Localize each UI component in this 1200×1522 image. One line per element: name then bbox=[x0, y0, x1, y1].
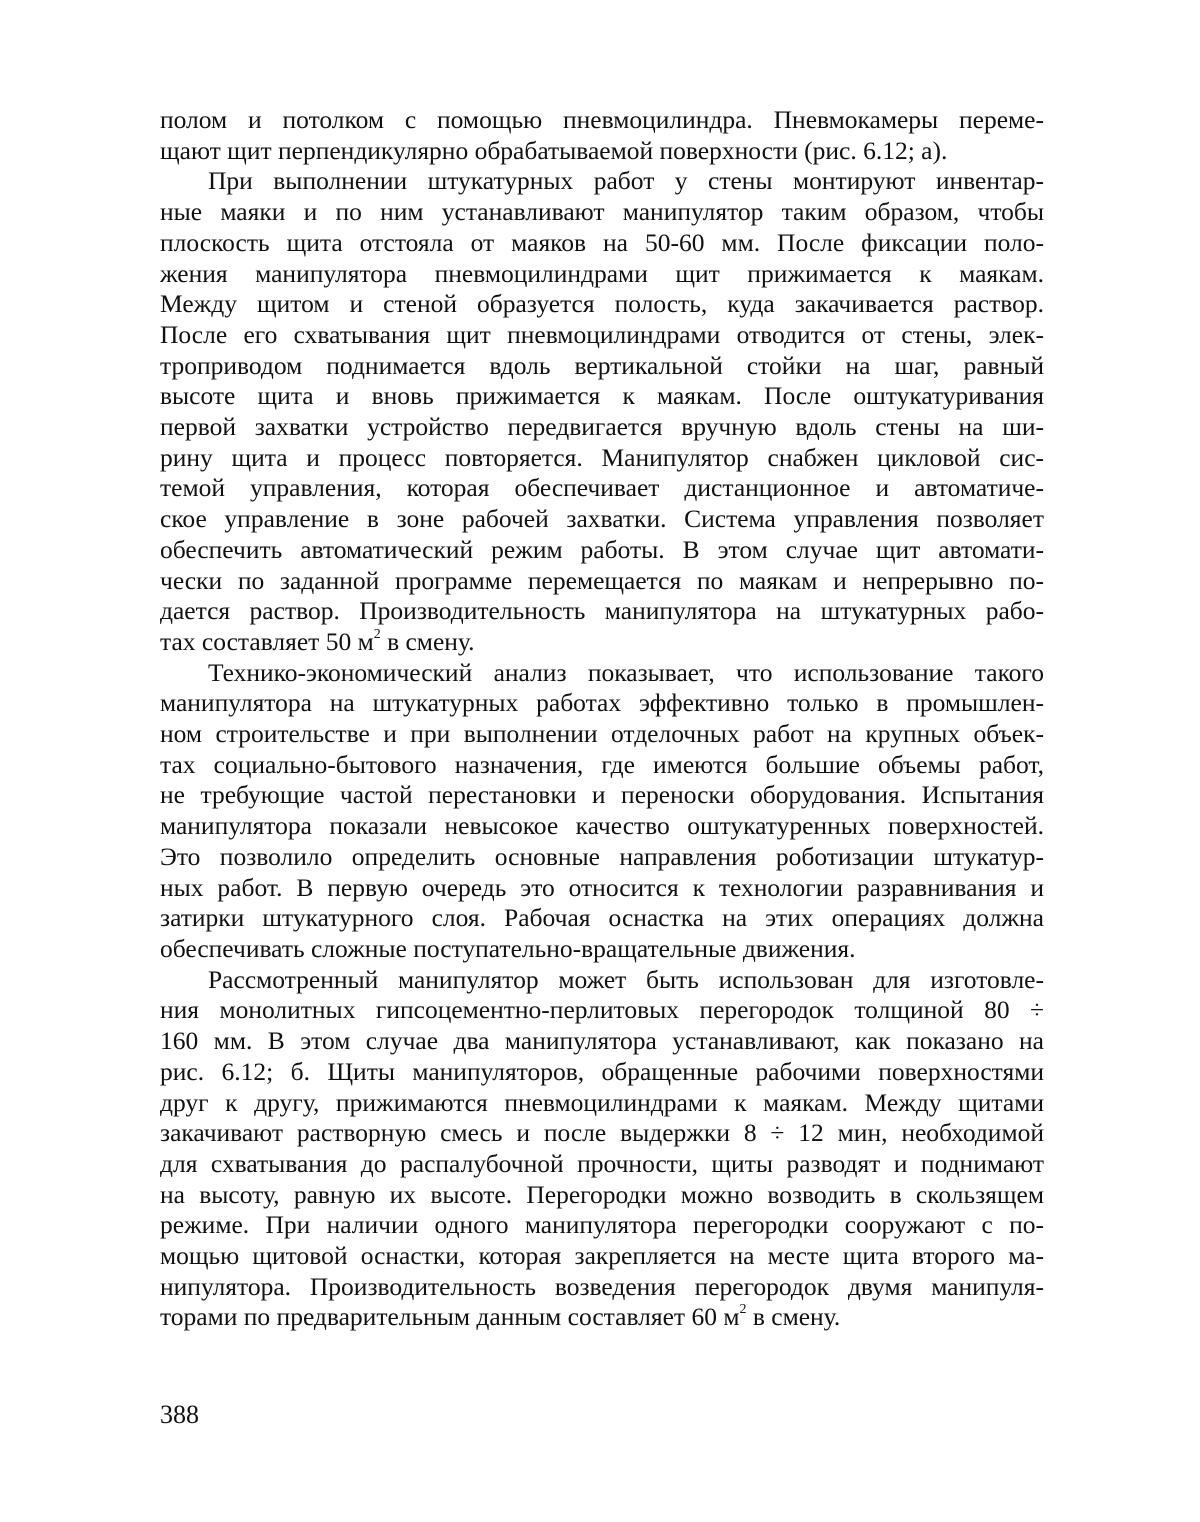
text-line: темой управления, которая обеспечивает дистанционное и автоматиче- bbox=[160, 473, 1044, 503]
text-line bbox=[160, 1302, 1044, 1333]
text-line: затирки штукатурного слоя. Рабочая оснастка на этих операциях должна bbox=[160, 903, 1044, 933]
text-segment: в смену. bbox=[746, 1302, 841, 1332]
text-line: тах социально-бытового назначения, где имеются большие объемы работ, bbox=[160, 749, 1044, 779]
text-line: ское управление в зоне рабочей захватки. Система управления позволяет bbox=[160, 504, 1044, 534]
text-line: ном строительстве и при выполнении отделочных работ на крупных объек- bbox=[160, 719, 1044, 749]
text-line: на высоту, равную их высоте. Перегородки можно возводить в скользящем bbox=[160, 1179, 1044, 1209]
text-line: чески по заданной программе перемещается по маякам и непрерывно по- bbox=[160, 565, 1044, 595]
superscript: 2 bbox=[739, 1302, 747, 1318]
text-line: Рассмотренный манипулятор может быть использован для изготовле- bbox=[208, 964, 1044, 994]
text-line: троприводом поднимается вдоль вертикальной стойки на шаг, равный bbox=[160, 350, 1044, 380]
text-line: 160 мм. В этом случае два манипулятора устанавливают, как показано на bbox=[160, 1026, 1044, 1056]
text-segment: тах составляет 50 м bbox=[160, 626, 374, 656]
text-line: обеспечивать сложные поступательно-вращательные движения. bbox=[160, 933, 856, 963]
text-line: для схватывания до распалубочной прочности, щиты разводят и поднимают bbox=[160, 1148, 1044, 1178]
text-line: обеспечить автоматический режим работы. В этом случае щит автомати- bbox=[160, 534, 1044, 564]
text-line: дается раствор. Производительность манипулятора на штукатурных рабо- bbox=[160, 596, 1044, 626]
text-line: жения манипулятора пневмоцилиндрами щит прижимается к маякам. bbox=[160, 258, 1044, 288]
text-line: рис. 6.12; б. Щиты манипуляторов, обращенные рабочими поверхностями bbox=[160, 1056, 1044, 1086]
text-line: щают щит перпендикулярно обрабатываемой поверхности (рис. 6.12; а). bbox=[160, 135, 948, 165]
text-line: плоскость щита отстояла от маяков на 50-60 мм. После фиксации поло- bbox=[160, 227, 1044, 257]
paragraph bbox=[160, 658, 1044, 965]
text-line: не требующие частой перестановки и переноски оборудования. Испытания bbox=[160, 780, 1044, 810]
paragraph bbox=[160, 105, 1044, 166]
text-line: первой захватки устройство передвигается вручную вдоль стены на ши- bbox=[160, 412, 1044, 442]
text-segment: торами по предварительным данным составляет 60 м bbox=[160, 1302, 740, 1332]
text-line: полом и потолком с помощью пневмоцилиндра. Пневмокамеры переме- bbox=[160, 105, 1044, 134]
paragraph bbox=[160, 965, 1044, 1333]
text-line: Это позволило определить основные направления роботизации штукатур- bbox=[160, 841, 1044, 871]
text-line: При выполнении штукатурных работ у стены монтируют инвентар- bbox=[208, 166, 1044, 196]
text-line: После его схватывания щит пневмоцилиндрами отводится от стены, элек- bbox=[160, 319, 1044, 349]
text-line: ных работ. В первую очередь это относится к технологии разравнивания и bbox=[160, 872, 1044, 902]
text-line: нипулятора. Производительность возведения перегородок двумя манипуля- bbox=[160, 1271, 1044, 1301]
body-text bbox=[160, 105, 1044, 1333]
text-line: манипулятора на штукатурных работах эффективно только в промышлен- bbox=[160, 688, 1044, 718]
text-line: Между щитом и стеной образуется полость, куда закачивается раствор. bbox=[160, 289, 1044, 319]
text-line: манипулятора показали невысокое качество оштукатуренных поверхностей. bbox=[160, 811, 1044, 841]
text-line: Технико-экономический анализ показывает, что использование такого bbox=[208, 657, 1044, 687]
text-line: ния монолитных гипсоцементно-перлитовых перегородок толщиной 80 ÷ bbox=[160, 995, 1044, 1025]
text-line: высоте щита и вновь прижимается к маякам. После оштукатуривания bbox=[160, 381, 1044, 411]
text-line bbox=[160, 627, 1044, 658]
text-line: закачивают растворную смесь и после выдержки 8 ÷ 12 мин, необходимой bbox=[160, 1118, 1044, 1148]
text-line: друг к другу, прижимаются пневмоцилиндрами к маякам. Между щитами bbox=[160, 1087, 1044, 1117]
text-segment: в смену. bbox=[380, 626, 475, 656]
page-number: 388 bbox=[160, 1400, 199, 1429]
text-line: мощью щитовой оснастки, которая закрепляется на месте щита второго ма- bbox=[160, 1241, 1044, 1271]
text-line: рину щита и процесс повторяется. Манипулятор снабжен цикловой сис- bbox=[160, 442, 1044, 472]
text-line: режиме. При наличии одного манипулятора перегородки сооружают с по- bbox=[160, 1210, 1044, 1240]
paragraph bbox=[160, 166, 1044, 657]
superscript: 2 bbox=[373, 626, 381, 642]
text-line: ные маяки и по ним устанавливают манипулятор таким образом, чтобы bbox=[160, 197, 1044, 227]
